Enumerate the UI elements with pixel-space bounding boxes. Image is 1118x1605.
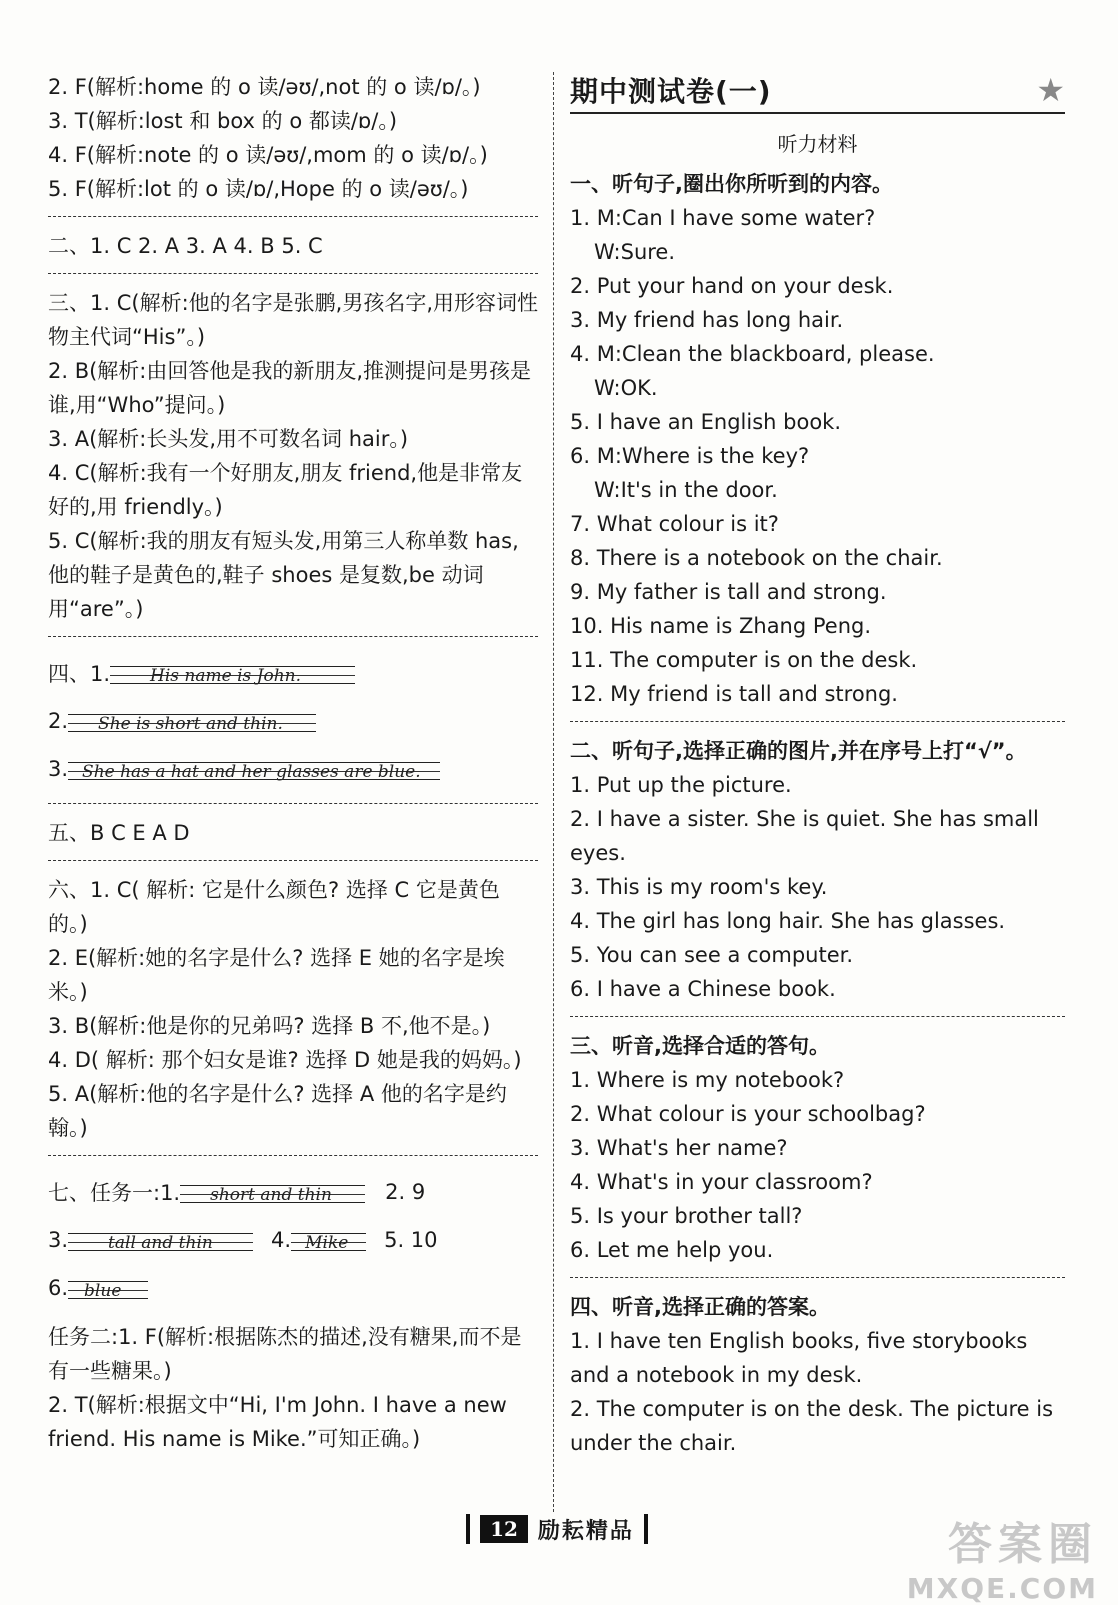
watermark-logo: 答案圈: [948, 1519, 1098, 1570]
text-line: 6. Let me help you.: [570, 1238, 774, 1262]
text-line: W:Sure.: [594, 240, 676, 264]
text-line: 5. Is your brother tall?: [570, 1204, 803, 1228]
task1-line3: [48, 1264, 538, 1312]
divider: [570, 1277, 1065, 1278]
section-heading: 一、听句子,圈出你所听到的内容。: [570, 172, 893, 196]
handwriting: blue: [84, 1281, 122, 1301]
text-line: 5. C(解析:我的朋友有短头发,用第三人称单数 has,他的鞋子是黄色的,鞋子 shoes 是复数,be 动词用“are”。): [48, 529, 519, 621]
item-number: 3.: [48, 757, 69, 781]
divider: [48, 860, 538, 861]
text-line: 10. His name is Zhang Peng.: [570, 614, 872, 638]
handwriting: His name is John.: [150, 666, 302, 686]
handwriting: tall and thin: [108, 1233, 213, 1253]
text-line: 4. D( 解析: 那个妇女是谁? 选择 D 她是我的妈妈。): [48, 1048, 522, 1072]
text-line: 2. Put your hand on your desk.: [570, 274, 894, 298]
divider: [48, 216, 538, 217]
text-line: 2. What colour is your schoolbag?: [570, 1102, 926, 1126]
text-line: 9. My father is tall and strong.: [570, 580, 887, 604]
task1-line1: [48, 1168, 538, 1216]
item-number: 3.: [48, 1228, 69, 1252]
text-line: W:OK.: [594, 376, 658, 400]
text-line: 3. What's her name?: [570, 1136, 788, 1160]
text-line: 6. M:Where is the key?: [570, 444, 810, 468]
text-line: 2. E(解析:她的名字是什么? 选择 E 她的名字是埃米。): [48, 946, 505, 1004]
item-number: 四、1.: [48, 662, 111, 686]
handwriting: She is short and thin.: [98, 714, 283, 734]
text-line: 11. The computer is on the desk.: [570, 648, 918, 672]
answer-line: 二、1. C 2. A 3. A 4. B 5. C: [48, 234, 323, 258]
text-line: 2. T(解析:根据文中“Hi, I'm John. I have a new friend. His name is Mike.”可知正确。): [48, 1393, 507, 1451]
page-number: 12: [480, 1515, 528, 1543]
handwriting: short and thin: [210, 1185, 332, 1205]
text-line: 4. F(解析:note 的 o 读/əʊ/,mom 的 o 读/ɒ/。): [48, 143, 488, 167]
answer-text: 2. 9: [385, 1180, 426, 1204]
text-line: 5. F(解析:lot 的 o 读/ɒ/,Hope 的 o 读/əʊ/。): [48, 177, 469, 201]
column-divider: [553, 72, 554, 1512]
watermark: [907, 1508, 1098, 1605]
text-line: 2. I have a sister. She is quiet. She has small eyes.: [570, 807, 1039, 865]
divider: [570, 721, 1065, 722]
answer-line: 五、B C E A D: [48, 821, 190, 845]
text-line: 4. What's in your classroom?: [570, 1170, 873, 1194]
star-icon: ★: [1036, 71, 1065, 109]
left-column: [48, 70, 538, 1456]
item-number: 七、任务一:1.: [48, 1181, 181, 1205]
answer-text: 5. 10: [384, 1228, 438, 1252]
text-line: 5. I have an English book.: [570, 410, 842, 434]
text-line: 4. C(解析:我有一个好朋友,朋友 friend,他是非常友好的,用 friendly。): [48, 461, 523, 519]
divider: [48, 273, 538, 274]
title-row: [570, 68, 1065, 114]
text-line: 1. Where is my notebook?: [570, 1068, 845, 1092]
text-line: 4. The girl has long hair. She has glasses.: [570, 909, 1006, 933]
text-line: 6. I have a Chinese book.: [570, 977, 836, 1001]
brand-name: 励耘精品: [537, 1518, 634, 1544]
section-heading: 二、听句子,选择正确的图片,并在序号上打“√”。: [570, 739, 1027, 763]
text-line: 2. F(解析:home 的 o 读/əʊ/,not 的 o 读/ɒ/。): [48, 75, 481, 99]
section-subtitle: 听力材料: [777, 132, 858, 156]
section-heading: 四、听音,选择正确的答案。: [570, 1295, 830, 1319]
text-line: 3. B(解析:他是你的兄弟吗? 选择 B 不,他不是。): [48, 1014, 491, 1038]
text-line: 3. My friend has long hair.: [570, 308, 844, 332]
right-column: [570, 68, 1065, 1460]
section-heading: 三、听音,选择合适的答句。: [570, 1034, 830, 1058]
task1-line2: [48, 1216, 538, 1264]
text-line: 5. You can see a computer.: [570, 943, 854, 967]
text-line: 12. My friend is tall and strong.: [570, 682, 898, 706]
text-line: 1. Put up the picture.: [570, 773, 792, 797]
text-line: 5. A(解析:他的名字是什么? 选择 A 他的名字是约翰。): [48, 1082, 507, 1140]
text-line: 7. What colour is it?: [570, 512, 779, 536]
watermark-url: MXQE.COM: [906, 1572, 1098, 1605]
item-number: 4.: [271, 1228, 292, 1252]
text-line: 2. The computer is on the desk. The picture is under the chair.: [570, 1397, 1054, 1455]
text-line: 2. B(解析:由回答他是我的新朋友,推测提问是男孩是谁,用“Who”提问。): [48, 359, 532, 417]
text-line: 任务二:1. F(解析:根据陈杰的描述,没有糖果,而不是有一些糖果。): [48, 1325, 522, 1383]
handwritten-answer-3: [48, 745, 538, 793]
divider: [48, 1155, 538, 1156]
text-line: 1. I have ten English books, five storybooks and a notebook in my desk.: [570, 1329, 1028, 1387]
handwritten-answer-2: [48, 697, 538, 745]
text-line: 3. T(解析:lost 和 box 的 o 都读/ɒ/。): [48, 109, 398, 133]
handwriting: Mike: [305, 1233, 349, 1253]
item-number: 6.: [48, 1276, 69, 1300]
text-line: 六、1. C( 解析: 它是什么颜色? 选择 C 它是黄色的。): [48, 878, 500, 936]
handwriting: She has a hat and her glasses are blue.: [82, 762, 421, 782]
text-line: 8. There is a notebook on the chair.: [570, 546, 943, 570]
divider: [48, 803, 538, 804]
page-title: 期中测试卷(一): [570, 75, 772, 108]
text-line: W:It's in the door.: [594, 478, 778, 502]
handwritten-answer-1: [48, 649, 538, 697]
text-line: 3. A(解析:长头发,用不可数名词 hair。): [48, 427, 409, 451]
divider: [48, 636, 538, 637]
item-number: 2.: [48, 709, 69, 733]
divider: [570, 1016, 1065, 1017]
page-footer: [462, 1512, 652, 1546]
text-line: 三、1. C(解析:他的名字是张鹏,男孩名字,用形容词性物主代词“His”。): [48, 291, 538, 349]
text-line: 1. M:Can I have some water?: [570, 206, 876, 230]
text-line: 4. M:Clean the blackboard, please.: [570, 342, 935, 366]
text-line: 3. This is my room's key.: [570, 875, 828, 899]
